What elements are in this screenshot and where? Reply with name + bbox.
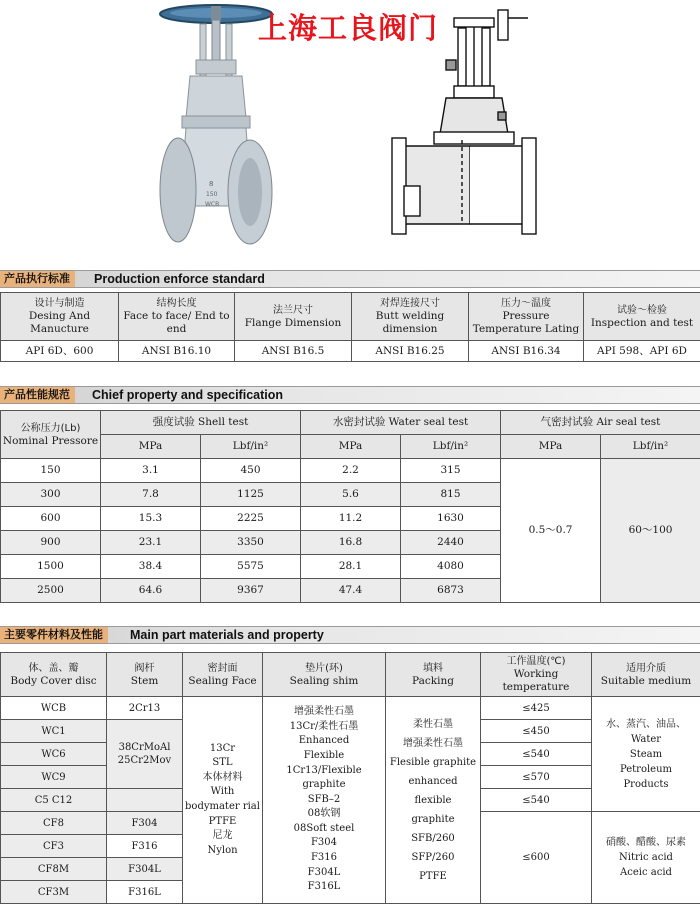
table-cell: 5.6 xyxy=(301,483,401,507)
table-cell: 7.8 xyxy=(101,483,201,507)
table-row xyxy=(1,697,700,720)
table-cell: 600 xyxy=(1,507,101,531)
section-title-cn: 主要零件材料及性能 xyxy=(0,627,108,643)
table-cell: 47.4 xyxy=(301,579,401,603)
header-sealing-shim: 垫片(环) Sealing shim xyxy=(263,653,386,697)
header-inspection: 试验～检验 Inspection and test xyxy=(584,293,700,341)
medium-list: 水、蒸汽、油品、 Water Steam Petroleum Products xyxy=(592,697,700,812)
section-bar-standard xyxy=(0,270,700,288)
sealing-shim-list: 增强柔性石墨 13Cr/柔性石墨 Enhanced Flexible 1Cr13/Flexible graphite SFB–2 08软钢 08Soft steel F304 F316 F304L F316L xyxy=(263,697,386,904)
table-cell: 16.8 xyxy=(301,531,401,555)
table-cell: 815 xyxy=(401,483,501,507)
body-material: WCB xyxy=(1,697,107,720)
table-cell: 2500 xyxy=(1,579,101,603)
table-cell: 6873 xyxy=(401,579,501,603)
header-sealing-face: 密封面 Sealing Face xyxy=(183,653,263,697)
unit-lbf: Lbf/in² xyxy=(601,435,700,459)
unit-mpa: MPa xyxy=(101,435,201,459)
section-title-cn: 产品性能规范 xyxy=(0,387,75,403)
table-cell: 1125 xyxy=(201,483,301,507)
table-cell: 1500 xyxy=(1,555,101,579)
header-shell-test: 强度试验 Shell test xyxy=(101,411,301,435)
unit-lbf: Lbf/in² xyxy=(401,435,501,459)
header-flange: 法兰尺寸 Flange Dimension xyxy=(235,293,352,341)
header-packing: 填料 Packing xyxy=(386,653,481,697)
body-material: WC1 xyxy=(1,720,107,743)
section-title-en: Main part materials and property xyxy=(130,628,324,642)
body-material: WC6 xyxy=(1,743,107,766)
air-seal-mpa: 0.5～0.7 xyxy=(501,459,601,603)
header-pressure-temp: 压力～温度 Pressure Temperature Lating xyxy=(469,293,584,341)
medium-list: 硝酸、醋酸、尿素 Nitric acid Aceic acid xyxy=(592,812,700,904)
header-design: 设计与制造 Desing And Manucture xyxy=(1,293,119,341)
working-temperature: ≤425 xyxy=(481,697,592,720)
stem-material xyxy=(107,789,183,812)
table-cell: 1630 xyxy=(401,507,501,531)
header-body: 体、盖、瓣 Body Cover disc xyxy=(1,653,107,697)
section-title-en: Chief property and specification xyxy=(92,388,284,402)
section-bar-property xyxy=(0,386,700,404)
table-cell: 150 xyxy=(1,459,101,483)
stem-material: F316L xyxy=(107,881,183,904)
section-bar-materials xyxy=(0,626,700,644)
body-material: CF8M xyxy=(1,858,107,881)
stem-material: 2Cr13 xyxy=(107,697,183,720)
body-material: WC9 xyxy=(1,766,107,789)
svg-text:8: 8 xyxy=(209,180,214,188)
table-row xyxy=(1,341,700,362)
table-cell: 28.1 xyxy=(301,555,401,579)
table-cell: 5575 xyxy=(201,555,301,579)
table-row xyxy=(1,459,700,483)
working-temperature: ≤540 xyxy=(481,789,592,812)
unit-mpa: MPa xyxy=(301,435,401,459)
packing-list: 柔性石墨 增强柔性石墨 Flesible graphite enhanced flexible graphite SFB/260 SFP/260 PTFE xyxy=(386,697,481,904)
table-cell: 2.2 xyxy=(301,459,401,483)
stem-material: 38CrMoAl 25Cr2Mov xyxy=(107,720,183,789)
stem-material: F316 xyxy=(107,835,183,858)
table-cell: 450 xyxy=(201,459,301,483)
table-cell: 900 xyxy=(1,531,101,555)
svg-text:WCB: WCB xyxy=(205,201,220,208)
section-title-en: Production enforce standard xyxy=(94,272,265,286)
table-cell: 4080 xyxy=(401,555,501,579)
table-cell: 15.3 xyxy=(101,507,201,531)
body-material: CF3 xyxy=(1,835,107,858)
table-cell: API 6D、600 xyxy=(1,341,119,362)
header-butt-welding: 对焊连接尺寸 Butt welding dimension xyxy=(352,293,469,341)
table-cell: ANSI B16.10 xyxy=(119,341,235,362)
svg-text:150: 150 xyxy=(206,191,218,198)
stem-material: F304L xyxy=(107,858,183,881)
working-temperature: ≤600 xyxy=(481,812,592,904)
property-table xyxy=(0,410,700,603)
stem-material: F304 xyxy=(107,812,183,835)
body-material: CF3M xyxy=(1,881,107,904)
air-seal-lbf: 60～100 xyxy=(601,459,700,603)
working-temperature: ≤540 xyxy=(481,743,592,766)
table-cell: 2225 xyxy=(201,507,301,531)
table-cell: 38.4 xyxy=(101,555,201,579)
valve-photo xyxy=(160,5,272,244)
section-title-cn: 产品执行标准 xyxy=(0,271,75,287)
table-cell: 11.2 xyxy=(301,507,401,531)
table-cell: ANSI B16.5 xyxy=(235,341,352,362)
header-stem: 阀杆 Stem xyxy=(107,653,183,697)
table-cell: 300 xyxy=(1,483,101,507)
table-cell: ANSI B16.25 xyxy=(352,341,469,362)
header-suitable-medium: 适用介质 Suitable medium xyxy=(592,653,700,697)
table-cell: 9367 xyxy=(201,579,301,603)
materials-table xyxy=(0,652,700,904)
body-material: C5 C12 xyxy=(1,789,107,812)
table-cell: 23.1 xyxy=(101,531,201,555)
table-cell: API 598、API 6D xyxy=(584,341,700,362)
header-nominal-pressure: 公称压力(Lb) Nominal Pressore xyxy=(1,411,101,459)
table-cell: 2440 xyxy=(401,531,501,555)
unit-mpa: MPa xyxy=(501,435,601,459)
table-cell: 3350 xyxy=(201,531,301,555)
standard-table xyxy=(0,292,700,362)
working-temperature: ≤450 xyxy=(481,720,592,743)
brand-logo: 上海工良阀门 xyxy=(258,11,439,45)
table-cell: 315 xyxy=(401,459,501,483)
body-material: CF8 xyxy=(1,812,107,835)
sealing-face-list: 13Cr STL 本体材料 With bodymater rial PTFE 尼龙 Nylon xyxy=(183,697,263,904)
table-cell: 64.6 xyxy=(101,579,201,603)
unit-lbf: Lbf/in² xyxy=(201,435,301,459)
header-face-to-face: 结构长度 Face to face/ End to end xyxy=(119,293,235,341)
table-cell: 3.1 xyxy=(101,459,201,483)
header-water-seal-test: 水密封试验 Water seal test xyxy=(301,411,501,435)
header-air-seal-test: 气密封试验 Air seal test xyxy=(501,411,700,435)
working-temperature: ≤570 xyxy=(481,766,592,789)
header-working-temperature: 工作温度(℃) Working temperature xyxy=(481,653,592,697)
table-cell: ANSI B16.34 xyxy=(469,341,584,362)
